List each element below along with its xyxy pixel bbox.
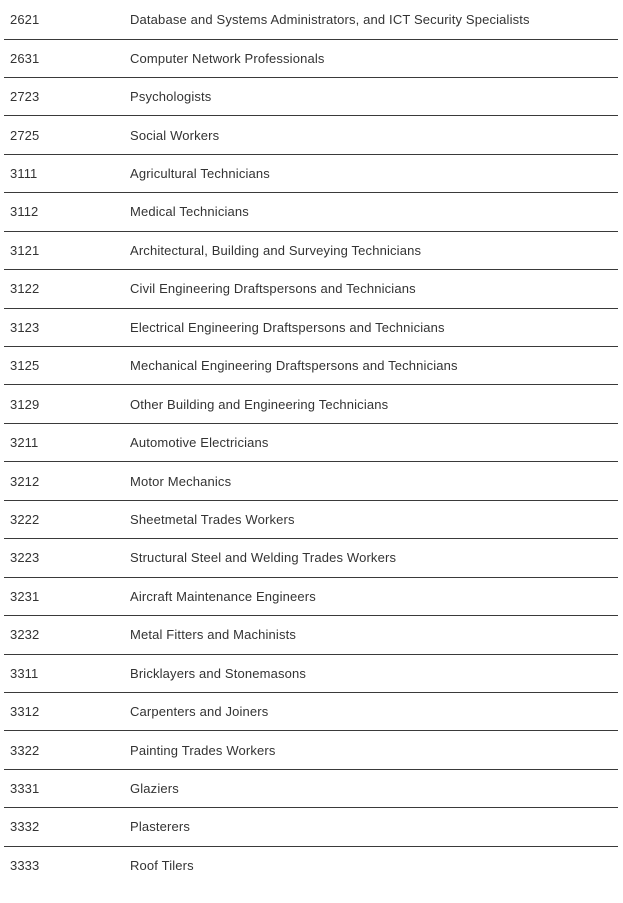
occupation-code: 3333 bbox=[10, 858, 40, 874]
occupation-title: Medical Technicians bbox=[130, 204, 249, 220]
occupation-code: 3211 bbox=[10, 435, 39, 451]
occupation-title: Social Workers bbox=[130, 127, 220, 143]
occupation-title: Sheetmetal Trades Workers bbox=[130, 511, 295, 527]
table-row bbox=[4, 462, 618, 500]
occupation-title: Electrical Engineering Draftspersons and Technicians bbox=[130, 319, 445, 335]
occupation-title: Metal Fitters and Machinists bbox=[130, 627, 297, 643]
occupation-code: 2621 bbox=[10, 11, 40, 27]
table-row bbox=[4, 385, 618, 423]
table-row bbox=[4, 578, 618, 616]
table-row bbox=[4, 193, 618, 231]
occupation-code: 3331 bbox=[10, 781, 40, 797]
table-row bbox=[4, 770, 618, 808]
table-row bbox=[4, 539, 618, 577]
occupation-title: Architectural, Building and Surveying Technicians bbox=[130, 242, 422, 258]
table-row bbox=[4, 731, 618, 769]
occupation-title: Roof Tilers bbox=[130, 858, 194, 874]
table-row bbox=[4, 232, 618, 270]
table-row bbox=[4, 309, 618, 347]
table-row bbox=[4, 655, 618, 693]
occupation-code: 3231 bbox=[10, 588, 40, 604]
occupation-title: Motor Mechanics bbox=[130, 473, 232, 489]
occupation-title: Automotive Electricians bbox=[130, 435, 269, 451]
table-row bbox=[4, 116, 618, 154]
occupation-code: 3129 bbox=[10, 396, 40, 412]
occupation-title: Aircraft Maintenance Engineers bbox=[130, 588, 316, 604]
occupation-title: Agricultural Technicians bbox=[130, 166, 270, 182]
occupation-title: Computer Network Professionals bbox=[130, 50, 325, 66]
occupation-code: 3111 bbox=[10, 166, 38, 182]
occupation-code: 2723 bbox=[10, 89, 40, 105]
occupation-title: Plasterers bbox=[130, 819, 191, 835]
occupation-title: Carpenters and Joiners bbox=[130, 704, 269, 720]
table-row bbox=[4, 270, 618, 308]
occupation-title: Structural Steel and Welding Trades Workers bbox=[130, 550, 397, 566]
occupation-code: 3121 bbox=[10, 242, 40, 258]
occupation-code: 3312 bbox=[10, 704, 40, 720]
occupation-code: 3332 bbox=[10, 819, 40, 835]
occupation-code: 3311 bbox=[10, 665, 39, 681]
occupation-code: 3223 bbox=[10, 550, 40, 566]
table-row bbox=[4, 40, 618, 78]
occupation-code: 3222 bbox=[10, 511, 40, 527]
table-row bbox=[4, 155, 618, 193]
table-row bbox=[4, 808, 618, 846]
table-row bbox=[4, 501, 618, 539]
table-row bbox=[4, 693, 618, 731]
occupation-code: 3123 bbox=[10, 319, 40, 335]
occupation-title: Glaziers bbox=[130, 781, 179, 797]
table-row bbox=[4, 347, 618, 385]
occupation-code: 3232 bbox=[10, 627, 40, 643]
occupation-code: 2631 bbox=[10, 50, 40, 66]
occupation-title: Bricklayers and Stonemasons bbox=[130, 665, 307, 681]
table-row bbox=[4, 0, 618, 40]
occupation-code: 3122 bbox=[10, 281, 40, 297]
table-row bbox=[4, 847, 618, 885]
occupation-title: Database and Systems Administrators, and ICT Security Specialists bbox=[130, 11, 530, 27]
occupation-title: Painting Trades Workers bbox=[130, 742, 276, 758]
table-row bbox=[4, 78, 618, 116]
occupation-title: Psychologists bbox=[130, 89, 212, 105]
occupation-code: 2725 bbox=[10, 127, 40, 143]
occupation-code: 3212 bbox=[10, 473, 40, 489]
occupation-title: Civil Engineering Draftspersons and Technicians bbox=[130, 281, 416, 297]
occupation-code: 3322 bbox=[10, 742, 40, 758]
occupation-title: Mechanical Engineering Draftspersons and Technicians bbox=[130, 358, 458, 374]
table-row bbox=[4, 616, 618, 654]
occupation-title: Other Building and Engineering Technicians bbox=[130, 396, 389, 412]
occupation-code: 3112 bbox=[10, 204, 39, 220]
table-row bbox=[4, 424, 618, 462]
occupation-code: 3125 bbox=[10, 358, 40, 374]
